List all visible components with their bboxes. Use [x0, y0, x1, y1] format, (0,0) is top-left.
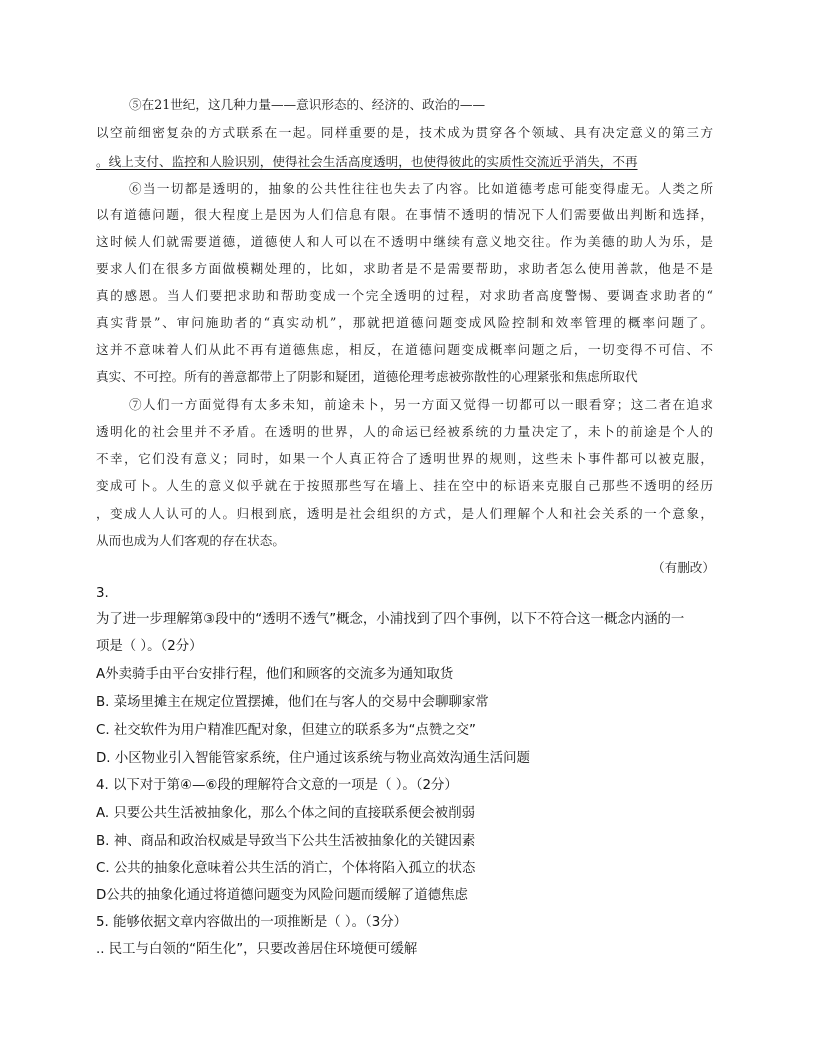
passage-line: 以空前细密复杂的方式联系在一起。同样重要的是，技术成为贯穿各个领域、具有决定意义的第三方 [96, 125, 713, 140]
passage-line: 变成可卜。人生的意义似乎就在于按照那些写在墙上、挂在空中的标语来克服自己那些不透明的经历 [96, 478, 713, 493]
question-4-option-c: C. 公共的抽象化意味着公共生活的消亡，个体将陷入孤立的状态 [96, 861, 476, 876]
question-3-option-d: D. 小区物业引入智能管家系统，住户通过该系统与物业高效沟通生活问题 [96, 751, 530, 766]
question-4-option-d: D公共的抽象化通过将道德问题变为风险问题而缓解了道德焦虑 [96, 888, 468, 903]
question-3-option-a: A外卖骑手由平台安排行程，他们和顾客的交流多为通知取货 [96, 667, 454, 682]
passage-line-underlined: 。线上支付、监控和人脸识别，使得社会生活高度透明，也使得彼此的实质性交流近乎消失，不再 [96, 154, 638, 169]
passage-line: 真实背景”、审问施助者的“真实动机”，那就把道德问题变成风险控制和效率管理的概率问题了。 [96, 315, 713, 330]
passage-line: 不幸，它们没有意义；同时，如果一个人真正符合了透明世界的规则，这些未卜事件都可以被克服， [96, 451, 713, 466]
question-5-stem: 5. 能够依据文章内容做出的一项推断是（ ）。（3分） [96, 915, 408, 930]
question-4-stem: 4. 以下对于第④—⑥段的理解符合文意的一项是（ ）。（2分） [96, 778, 458, 793]
passage-line: ⑦人们一方面觉得有太多未知，前途未卜，另一方面又觉得一切都可以一眼看穿；这二者在追求 [129, 397, 713, 412]
question-3-stem-cont: 项是（ ）。（2分） [96, 639, 203, 654]
source-note: （有删改） [652, 560, 715, 575]
passage-line: 透明化的社会里并不矛盾。在透明的世界，人的命运已经被系统的力量决定了，未卜的前途是个人的 [96, 424, 713, 439]
passage-line: 从而也成为人们客观的存在状态。 [96, 533, 285, 548]
passage-line: 以有道德问题，很大程度上是因为人们信息有限。在事情不透明的情况下人们需要做出判断和选择， [96, 207, 713, 222]
question-4-option-a: A. 只要公共生活被抽象化，那么个体之间的直接联系便会被削弱 [96, 806, 475, 821]
passage-line: ⑤在21世纪，这几种力量——意识形态的、经济的、政治的—— [129, 97, 486, 112]
question-4-option-b: B. 神、商品和政治权威是导致当下公共生活被抽象化的关键因素 [96, 834, 476, 849]
question-3-option-b: B. 菜场里摊主在规定位置摆摊，他们在与客人的交易中会聊聊家常 [96, 695, 489, 710]
question-3-number: 3. [96, 586, 109, 601]
passage-line: 这时候人们就需要道德，道德使人和人可以在不透明中继续有意义地交往。作为美德的助人为乐，是 [96, 234, 713, 249]
passage-line: 真的感恩。当人们要把求助和帮助变成一个完全透明的过程，对求助者高度警惕、要调查求助者的“ [96, 288, 713, 303]
passage-line: ⑥当一切都是透明的，抽象的公共性往往也失去了内容。比如道德考虑可能变得虚无。人类之所 [129, 181, 713, 196]
passage-line: 这并不意味着人们从此不再有道德焦虑，相反，在道德问题变成概率问题之后，一切变得不可信、不 [96, 342, 713, 357]
question-3-stem: 为了进一步理解第③段中的“透明不透气”概念，小浦找到了四个事例，以下不符合这一概念内涵的一 [96, 612, 685, 627]
passage-line: 要求人们在很多方面做模糊处理的，比如，求助者是不是需要帮助，求助者怎么使用善款，他是不是 [96, 261, 713, 276]
passage-line: 真实、不可控。所有的善意都带上了阴影和疑团，道德伦理考虑被弥散性的心理紧张和焦虑所取代 [96, 369, 638, 384]
question-5-option-a: .. 民工与白领的“陌生化”，只要改善居住环境便可缓解 [96, 942, 418, 957]
question-3-option-c: C. 社交软件为用户精准匹配对象，但建立的联系多为“点赞之交” [96, 723, 476, 738]
passage-line: ，变成人人认可的人。归根到底，透明是社会组织的方式，是人们理解个人和社会关系的一个意象， [96, 506, 713, 521]
